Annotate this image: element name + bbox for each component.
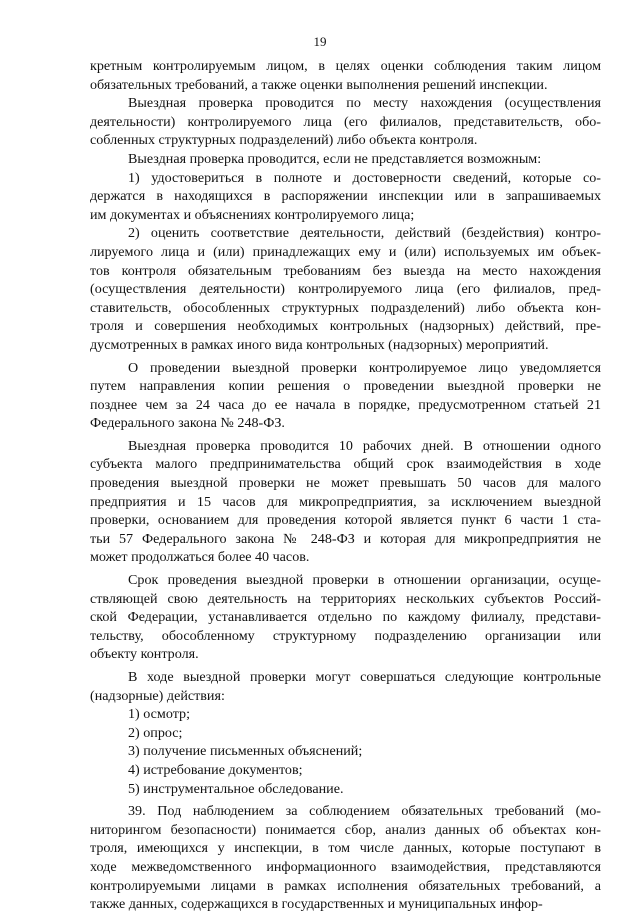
paragraph-line: 2) оценить соответствие деятельности, действий (бездействия) контро-: [128, 225, 601, 242]
paragraph-line: тельству, обособленному структурному подразделению организации или: [90, 627, 601, 644]
paragraph-line: объекту контроля.: [90, 646, 199, 663]
paragraph-line: тьи 57 Федерального закона № 248-ФЗ и которая для микропредприятия не: [90, 530, 601, 547]
paragraph-line: тов контроля обязательным требованиям без выезда на место нахождения: [90, 262, 601, 279]
paragraph-line: (надзорные) действия:: [90, 687, 225, 704]
paragraph-line: ходе межведомственного информационного взаимодействия, представляются: [90, 858, 601, 875]
paragraph-line: Выездная проверка проводится, если не представляется возможным:: [128, 150, 542, 167]
paragraph-line: 1) удостовериться в полноте и достоверности сведений, которые со-: [128, 169, 601, 186]
paragraph-line: ставительств, обособленных структурных подразделений) либо объекта кон-: [90, 299, 601, 316]
paragraph-line: Выездная проверка проводится по месту нахождения (осуществления: [128, 95, 601, 112]
list-item: 5) инструментальное обследование.: [128, 780, 344, 797]
paragraph-line: держатся в находящихся в распоряжении инспекции или в запрашиваемых: [90, 188, 601, 205]
paragraph-line: дусмотренных в рамках иного вида контрольных (надзорных) мероприятий.: [90, 336, 549, 353]
paragraph-line: ской Федерации, устанавливается отдельно по каждому филиалу, представи-: [90, 609, 601, 626]
list-item: 3) получение письменных объяснений;: [128, 743, 363, 760]
paragraph-line: Выездная проверка проводится 10 рабочих дней. В отношении одного: [128, 437, 601, 454]
paragraph-line: проведения выездной проверки не может превышать 50 часов для малого: [90, 475, 601, 492]
paragraph-line: также данных, содержащихся в государственных и муниципальных инфор-: [90, 896, 543, 913]
document-body: [90, 57, 601, 914]
paragraph-line: кретным контролируемым лицом, в целях оценки соблюдения таким лицом: [90, 58, 601, 74]
paragraph-line: может продолжаться более 40 часов.: [90, 549, 310, 566]
paragraph-line: 39. Под наблюдением за соблюдением обязательных требований (мо-: [128, 803, 601, 820]
paragraph-line: позднее чем за 24 часа до ее начала в порядке, предусмотренном статьей 21: [90, 396, 601, 413]
paragraph-line: контролируемыми лицами в рамках исполнения обязательных требований, а: [90, 877, 601, 894]
paragraph-line: субъекта малого предпринимательства общий срок взаимодействия в ходе: [90, 456, 601, 473]
paragraph-line: лируемого лица и (или) принадлежащих ему и (или) используемых им объек-: [90, 243, 601, 260]
list-item: 2) опрос;: [128, 724, 183, 741]
paragraph-line: Федерального закона № 248-ФЗ.: [90, 415, 285, 432]
page-number: 19: [313, 34, 327, 49]
list-item: 1) осмотр;: [128, 706, 190, 723]
paragraph-line: обязательных требований, а также оценки выполнения решений инспекции.: [90, 76, 548, 93]
paragraph-line: им документах и объяснениях контролируемого лица;: [90, 206, 415, 223]
paragraph-line: собленных структурных подразделений) либо объекта контроля.: [90, 132, 478, 149]
list-item: 4) истребование документов;: [128, 761, 303, 778]
paragraph-line: Срок проведения выездной проверки в отношении организации, осуще-: [128, 572, 601, 589]
paragraph-line: путем направления копии решения о проведении выездной проверки не: [90, 378, 601, 395]
paragraph-line: (осуществления деятельности) контролируемого лица (его филиалов, пред-: [90, 281, 601, 298]
paragraph-line: предприятия и 15 часов для микропредприятия, за исключением выездной: [90, 493, 601, 510]
paragraph-line: ниторингом безопасности) понимается сбор, анализ данных об объектах кон-: [90, 821, 601, 838]
paragraph-line: троля и совершения необходимых контрольных (надзорных) действий, пре-: [90, 318, 601, 335]
paragraph-line: проверки, основанием для проведения которой является пункт 6 части 1 ста-: [90, 512, 601, 529]
paragraph-line: деятельности) контролируемого лица (его филиалов, представительств, обо-: [90, 113, 601, 130]
paragraph-line: О проведении выездной проверки контролируемое лицо уведомляется: [128, 359, 601, 376]
paragraph-line: В ходе выездной проверки могут совершаться следующие контрольные: [128, 669, 601, 685]
paragraph-line: ствляющей свою деятельность на территориях нескольких субъектов Россий-: [90, 590, 601, 607]
paragraph-line: троля, имеющихся у инспекции, в том числе данных, которые поступают в: [90, 840, 601, 857]
